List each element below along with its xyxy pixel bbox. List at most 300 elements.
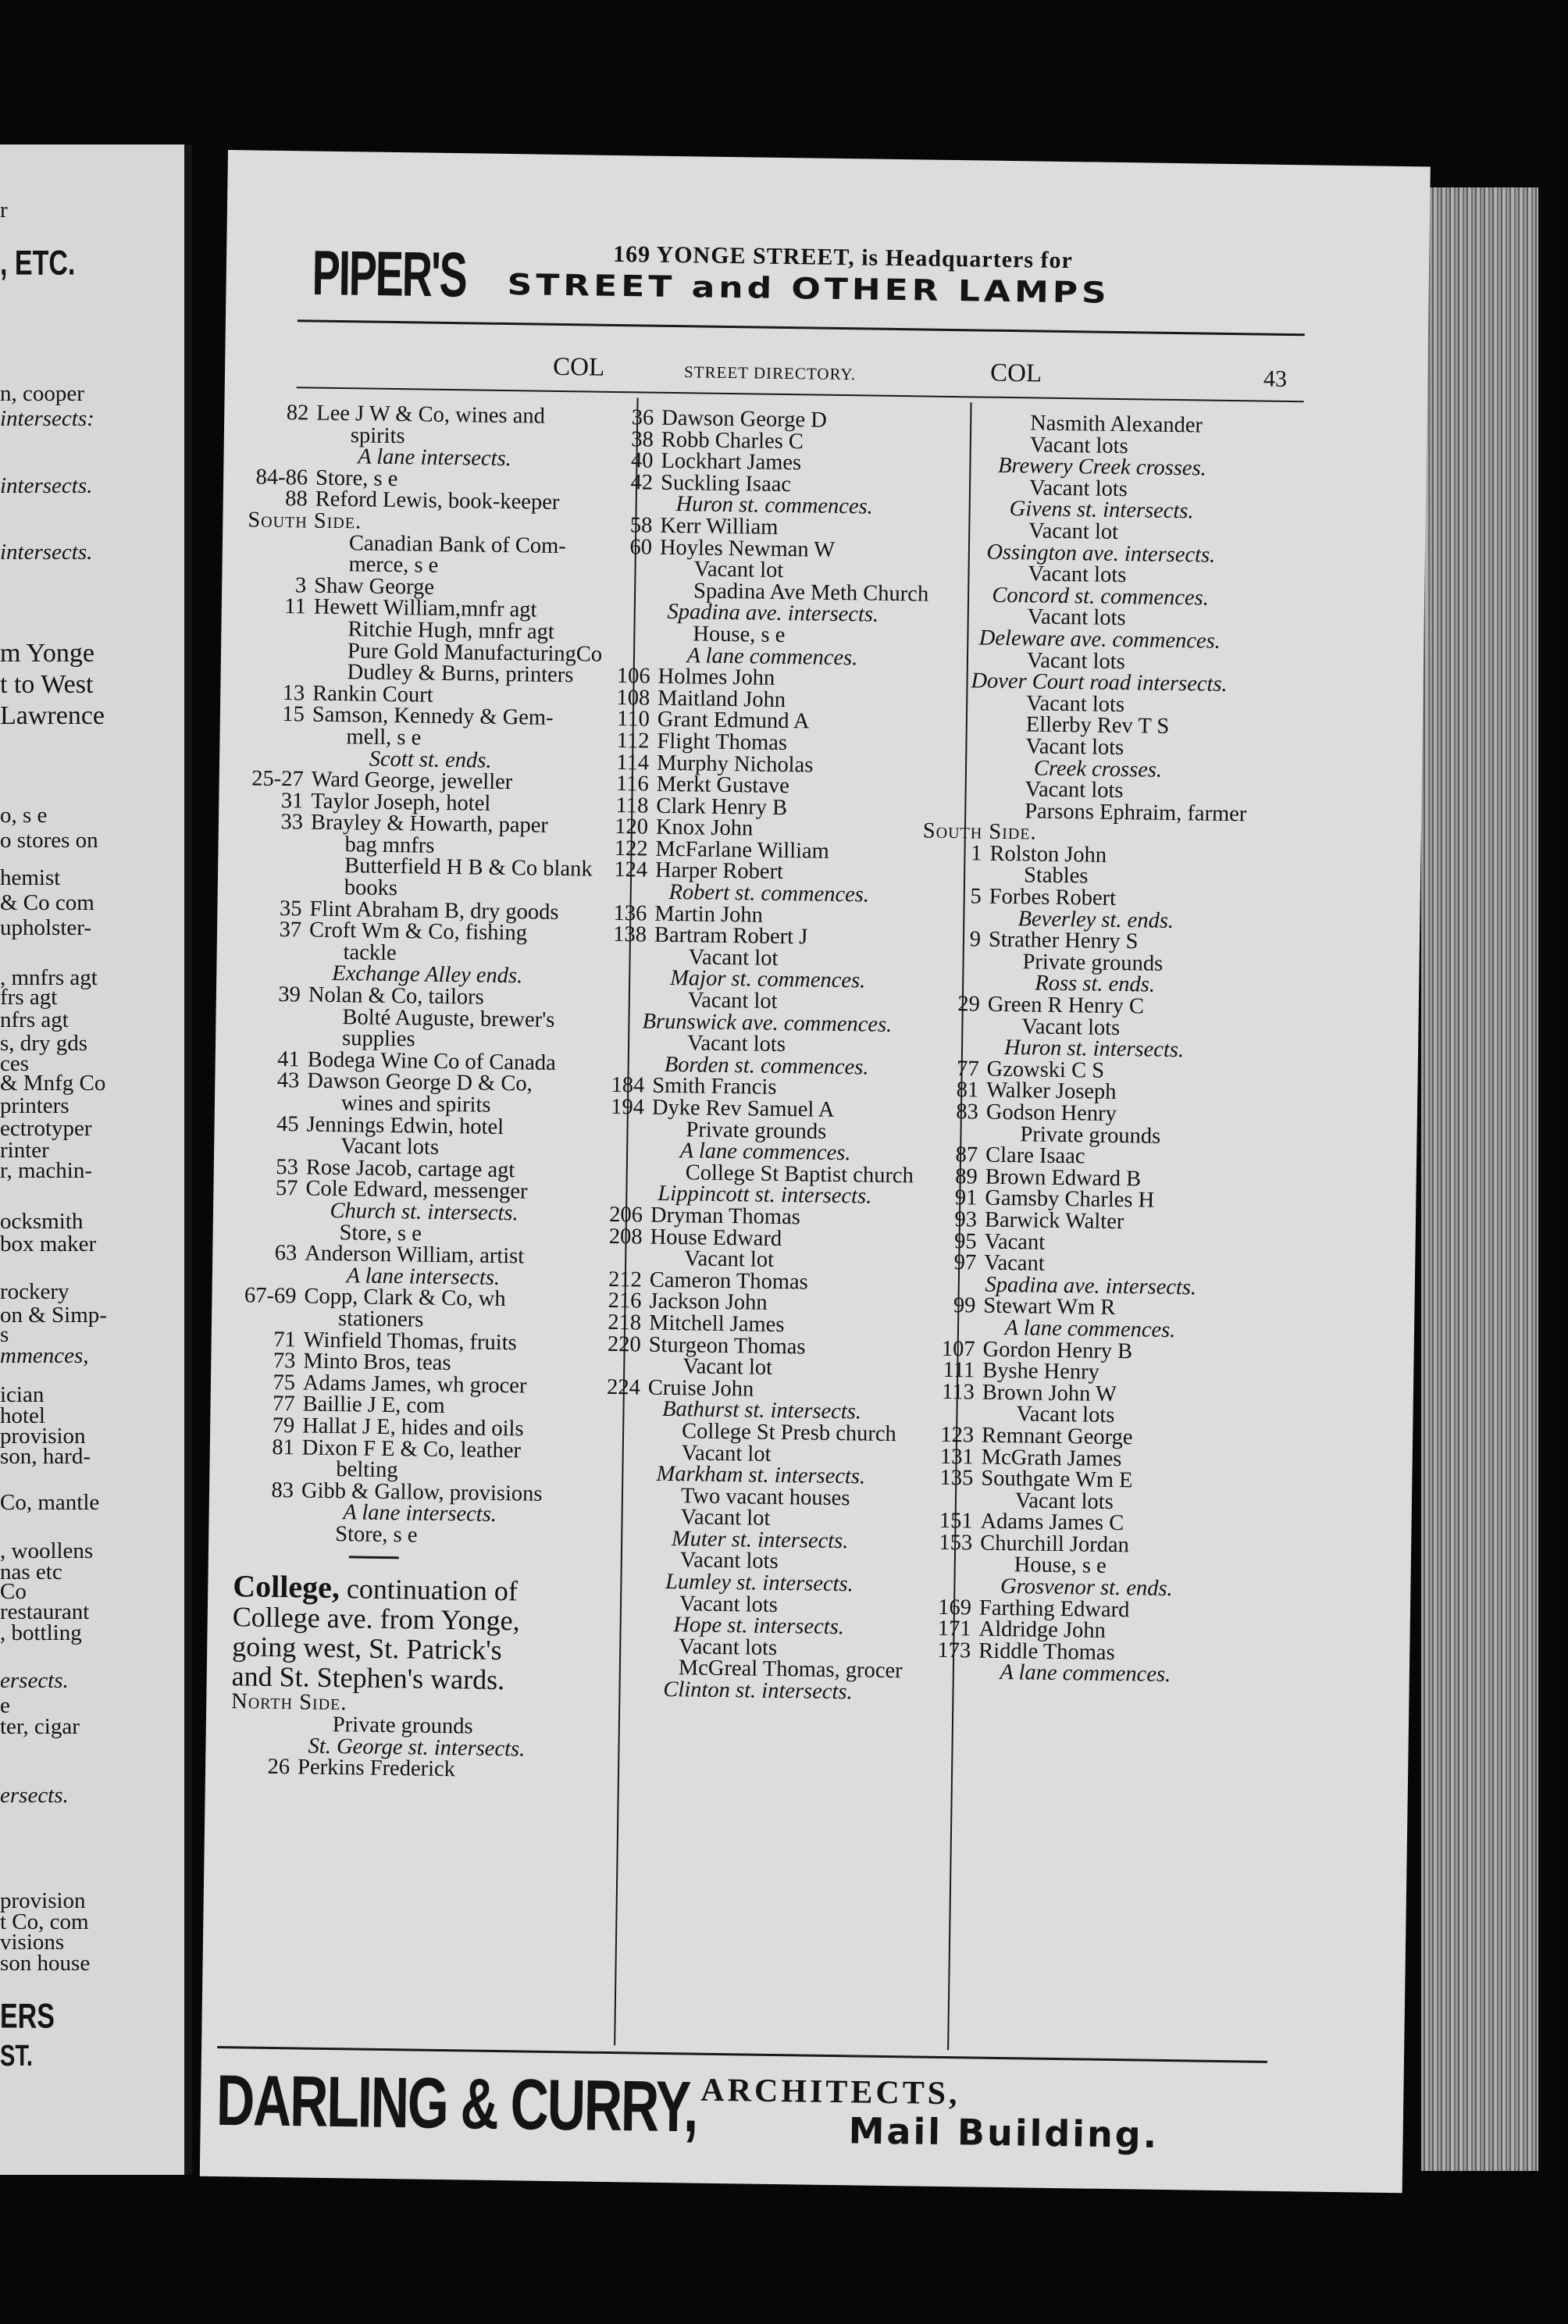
left-page-text-fragment: son house — [0, 1951, 91, 1976]
entry-text: Forbes Robert — [989, 884, 1117, 911]
advertisement-header — [225, 150, 1430, 369]
entry-text: South Side. — [248, 508, 362, 534]
entry-text: Dryman Thomas — [650, 1203, 801, 1230]
left-page-text-fragment: rockery — [0, 1279, 69, 1304]
entry-text: Suckling Isaac — [660, 470, 792, 497]
advertiser-address: 169 YONGE STREET, is Headquarters for — [612, 241, 1074, 274]
street-number: 153 — [939, 1530, 973, 1556]
entry-text: Vacant lot — [688, 945, 779, 971]
street-number: 194 — [610, 1094, 645, 1120]
entry-text: Clark Henry B — [656, 793, 788, 820]
entry-text: Muter st. intersects. — [671, 1526, 849, 1554]
entry-text: A lane commences. — [1004, 1315, 1176, 1343]
entry-text: Deleware ave. commences. — [978, 626, 1221, 654]
left-page-text-fragment: visions — [0, 1930, 65, 1955]
street-number: 73 — [273, 1349, 296, 1374]
street-number: 113 — [941, 1379, 975, 1405]
left-page-text-fragment: box maker — [0, 1232, 97, 1256]
entry-text: Winfield Thomas, fruits — [303, 1328, 517, 1355]
entry-text: Mitchell James — [648, 1310, 785, 1338]
entry-text: Vacant lots — [1028, 476, 1128, 501]
left-page-text-fragment: o, s e — [0, 803, 48, 828]
entry-text: Anderson William, artist — [305, 1241, 525, 1269]
street-number: 35 — [279, 896, 302, 921]
entry-text: spirits — [350, 422, 405, 448]
street-number: 95 — [953, 1228, 977, 1254]
entry-text: Ritchie Hugh, mnfr agt — [347, 617, 555, 644]
entry-text: supplies — [341, 1026, 415, 1052]
entry-text: Churchill Jordan — [979, 1531, 1130, 1558]
street-number: 212 — [608, 1267, 643, 1292]
street-number: 108 — [616, 685, 650, 711]
street-number: 38 — [631, 426, 654, 452]
entry-text: Stewart Wm R — [983, 1293, 1116, 1321]
left-page-text-fragment: ces — [0, 1051, 30, 1076]
entry-text: Dudley & Burns, printers — [347, 660, 574, 688]
entry-text: Vacant lot — [682, 1354, 773, 1381]
street-number: 11 — [284, 594, 307, 619]
entry-text: Brown John W — [982, 1380, 1117, 1406]
entry-text: Store, s e — [339, 1220, 422, 1246]
entry-text: Walker Joseph — [986, 1078, 1117, 1105]
street-number: 81 — [956, 1078, 979, 1103]
entry-text: Taylor Joseph, hotel — [311, 789, 491, 816]
street-number: 1 — [971, 841, 982, 866]
entry-text: Scott st. ends. — [369, 747, 492, 773]
footer-advertiser-address: Mail Building. — [848, 2109, 1160, 2156]
street-number: 60 — [629, 534, 653, 560]
entry-text: Dawson George D & Co, — [307, 1068, 533, 1096]
entry-text: McFarlane William — [655, 836, 830, 864]
left-page-text-fragment: son, hard- — [0, 1444, 91, 1469]
left-page-text-fragment: intersects. — [0, 540, 93, 565]
entry-text: North Side. — [231, 1689, 347, 1716]
street-number: 107 — [941, 1336, 975, 1362]
entry-text: Vacant lots — [1029, 432, 1128, 458]
street-number: 41 — [277, 1046, 300, 1072]
left-page-text-fragment: restaurant — [0, 1599, 90, 1624]
page-number: 43 — [1263, 365, 1288, 392]
entry-text: Vacant lot — [681, 1440, 772, 1467]
entry-text: South Side. — [922, 818, 1037, 845]
street-number: 216 — [608, 1289, 642, 1313]
street-number: 5 — [970, 884, 982, 909]
page-title: STREET DIRECTORY. — [683, 362, 857, 384]
street-number: 71 — [273, 1327, 296, 1352]
entry-text: Vacant lot — [687, 988, 778, 1014]
street-number: 75 — [273, 1370, 296, 1395]
entry-text: Reford Lewis, book-keeper — [315, 487, 560, 515]
entry-text: Vacant lot — [1028, 519, 1119, 544]
entry-text: tackle — [343, 940, 397, 965]
left-page-text-fragment: ersects. — [0, 1783, 69, 1808]
entry-text: Harper Robert — [654, 858, 784, 885]
entry-text: Maitland John — [657, 686, 786, 712]
street-number: 40 — [630, 448, 654, 473]
street-number: 112 — [616, 728, 650, 754]
street-number: 138 — [613, 922, 647, 947]
entry-text: Martin John — [654, 901, 764, 928]
entry-text: Vacant lots — [679, 1591, 779, 1617]
entry-text: Gordon Henry B — [982, 1337, 1133, 1363]
street-heading-college — [222, 1568, 576, 1696]
column-abbrev-left: COL — [552, 352, 605, 382]
entry-text: Store, s e — [315, 465, 398, 491]
entry-text: Lockhart James — [661, 448, 802, 476]
street-number: 3 — [294, 573, 307, 598]
left-page-text-fragment: , bottling — [0, 1620, 82, 1645]
entry-text: Robb Charles C — [661, 427, 804, 454]
entry-text: Store, s e — [335, 1521, 418, 1548]
entry-text: Shaw George — [314, 573, 435, 600]
entry-text: Merkt Gustave — [656, 772, 790, 799]
street-number: 84-86 — [255, 465, 308, 490]
entry-text: Grant Edmund A — [657, 708, 810, 734]
street-number: 15 — [282, 702, 305, 727]
street-crossing-note — [902, 1661, 1269, 1688]
entry-text: House Edward — [650, 1224, 782, 1251]
entry-text: Huron st. commences. — [675, 492, 874, 519]
entry-text: House, s e — [693, 622, 786, 647]
entry-text: St. George st. intersects. — [308, 1734, 526, 1762]
street-number: 173 — [937, 1638, 971, 1663]
left-page-text-fragment: upholster- — [0, 915, 92, 940]
entry-text: Huron st. intersects. — [1003, 1035, 1185, 1063]
entry-text: Croft Wm & Co, fishing — [308, 918, 528, 946]
entry-text: Private grounds — [686, 1117, 827, 1144]
entry-text: Grosvenor st. ends. — [1000, 1574, 1173, 1602]
entry-text: College St Presb church — [681, 1419, 897, 1447]
street-number: 89 — [955, 1164, 978, 1189]
entry-text: Adams James C — [980, 1509, 1124, 1536]
street-number: 123 — [940, 1422, 975, 1448]
entry-text: Bartram Robert J — [654, 922, 808, 950]
directory-column-3 — [902, 411, 1287, 1687]
entry-text: Dixon F E & Co, leather — [301, 1435, 522, 1463]
street-number: 206 — [609, 1202, 643, 1228]
street-name: College, — [233, 1568, 340, 1606]
column-abbrev-right: COL — [989, 358, 1042, 388]
entry-text: Remnant George — [981, 1423, 1133, 1450]
entry-text: Stables — [1023, 863, 1089, 889]
footer-advertiser-name: DARLING & CURRY, — [216, 2060, 698, 2148]
street-number: 81 — [272, 1435, 295, 1460]
entry-text: Smith Francis — [652, 1074, 777, 1100]
entry-text: Minto Bros, teas — [303, 1349, 451, 1376]
previous-page-fragment — [0, 144, 192, 2175]
entry-text: Canadian Bank of Com- — [348, 530, 567, 558]
entry-text: Exchange Alley ends. — [332, 961, 523, 989]
entry-text: Private grounds — [1022, 950, 1164, 976]
left-page-text-fragment: s, dry gds — [0, 1031, 87, 1056]
entry-text: Vacant lots — [340, 1134, 440, 1160]
left-page-text-fragment: hotel — [0, 1403, 45, 1428]
entry-text: Kerr William — [660, 513, 779, 540]
left-page-text-fragment: hemist — [0, 865, 61, 890]
street-number: 29 — [957, 992, 981, 1017]
street-number: 26 — [267, 1755, 290, 1780]
entry-text: Clare Isaac — [985, 1142, 1085, 1169]
street-number: 135 — [939, 1465, 974, 1491]
left-page-text-fragment: , mnfrs agt — [0, 965, 98, 990]
entry-text: Adams James, wh grocer — [302, 1371, 527, 1399]
header-underline — [297, 387, 1304, 402]
street-number: 25-27 — [251, 766, 304, 792]
street-number: 83 — [271, 1477, 294, 1503]
street-number: 45 — [276, 1111, 299, 1136]
left-page-text-fragment: frs agt — [0, 985, 58, 1010]
left-page-text-fragment: ician — [0, 1382, 45, 1407]
left-page-text-fragment: nfrs agt — [0, 1007, 69, 1032]
street-number: 79 — [272, 1413, 295, 1438]
entry-text: Hewett William,mnfr agt — [313, 594, 537, 622]
street-number: 83 — [956, 1100, 979, 1125]
entry-text: Vacant lots — [1027, 604, 1126, 631]
entry-text: Borden st. commences. — [664, 1052, 869, 1080]
entry-text: A lane intersects. — [346, 1264, 501, 1290]
entry-text: House, s e — [1014, 1552, 1107, 1579]
entry-text: Private grounds — [1020, 1121, 1161, 1149]
left-page-text-fragment: t Co, com — [0, 1909, 89, 1934]
left-page-text-fragment: e — [0, 1693, 10, 1718]
entry-text: Cruise John — [647, 1375, 754, 1402]
entry-text: McGrath James — [981, 1445, 1122, 1471]
entry-text: Ellerby Rev T S — [1025, 712, 1170, 740]
entry-text: Dover Court road intersects. — [971, 668, 1228, 697]
entry-text: Byshe Henry — [982, 1358, 1100, 1385]
entry-text: Flint Abraham B, dry goods — [309, 896, 559, 925]
entry-text: Parsons Ephraim, farmer — [1025, 799, 1247, 826]
entry-text: Hope st. intersects. — [673, 1613, 845, 1640]
street-number: 33 — [280, 810, 304, 835]
directory-page — [200, 150, 1431, 2193]
entry-text: College St Baptist church — [685, 1160, 914, 1189]
entry-text: wines and spirits — [340, 1091, 491, 1117]
street-number: 111 — [943, 1358, 975, 1383]
left-page-text-fragment: r — [0, 198, 8, 223]
entry-text: A lane intersects. — [343, 1500, 497, 1527]
street-number: 42 — [630, 470, 654, 495]
street-description: continuation of — [346, 1573, 519, 1607]
entry-text: Southgate Wm E — [981, 1466, 1133, 1493]
entry-text: Beverley st. ends. — [1017, 906, 1174, 933]
entry-text: books — [344, 875, 398, 901]
entry-text: Butterfield H B & Co blank — [344, 854, 593, 882]
directory-entry — [221, 1755, 611, 1783]
entry-text: Vacant lots — [679, 1634, 778, 1660]
entry-text: Copp, Clark & Co, wh — [304, 1284, 506, 1312]
street-number: 169 — [938, 1595, 972, 1620]
entry-text: Gzowski C S — [986, 1057, 1105, 1083]
left-page-text-fragment: & Co com — [0, 890, 94, 915]
street-number: 220 — [607, 1331, 641, 1357]
street-number: 120 — [614, 814, 649, 839]
entry-text: Gamsby Charles H — [985, 1186, 1155, 1214]
left-page-text-fragment: ter, cigar — [0, 1714, 80, 1739]
entry-text: Vacant lots — [1026, 647, 1126, 674]
street-number: 43 — [276, 1068, 300, 1093]
entry-text: Rose Jacob, cartage agt — [305, 1155, 515, 1183]
left-page-text-fragment: ersects. — [0, 1668, 69, 1693]
street-number: 114 — [616, 750, 650, 775]
entry-text: Spadina Ave Meth Church — [693, 579, 929, 607]
street-number: 124 — [614, 857, 648, 883]
street-number: 218 — [608, 1310, 642, 1335]
left-page-text-fragment: intersects: — [0, 406, 94, 431]
street-number: 118 — [615, 793, 649, 818]
street-number: 184 — [611, 1073, 645, 1098]
street-number: 224 — [606, 1374, 641, 1400]
entry-text: Ross st. ends. — [1035, 971, 1156, 998]
left-page-text-fragment: n, cooper — [0, 381, 84, 406]
entry-text: Holmes John — [657, 664, 775, 690]
footer-advertiser-profession: ARCHITECTS, — [700, 2072, 960, 2112]
street-number: 93 — [954, 1207, 978, 1232]
entry-text: Sturgeon Thomas — [648, 1332, 806, 1360]
street-number: 88 — [285, 487, 308, 511]
entry-text: Two vacant houses — [680, 1483, 850, 1510]
entry-text: Vacant lots — [1014, 1488, 1114, 1514]
street-number: 31 — [280, 788, 304, 814]
entry-text: Riddle Thomas — [978, 1638, 1115, 1665]
entry-text: Vacant lots — [1021, 1014, 1121, 1040]
left-page-text-fragment: , ETC. — [0, 244, 76, 283]
street-number: 87 — [955, 1142, 978, 1167]
entry-text: Clinton st. intersects. — [663, 1677, 853, 1705]
entry-text: merce, s e — [348, 552, 439, 578]
street-number: 97 — [953, 1250, 977, 1275]
entry-text: Bodega Wine Co of Canada — [307, 1047, 557, 1075]
entry-text: Hallat J E, hides and oils — [301, 1413, 524, 1442]
left-page-text-fragment: provision — [0, 1424, 86, 1449]
street-number: 63 — [274, 1241, 298, 1266]
street-number: 13 — [282, 680, 305, 706]
entry-text: Vacant lots — [1025, 734, 1124, 760]
entry-text: Vacant lot — [680, 1505, 771, 1531]
entry-text: Brunswick ave. commences. — [642, 1009, 893, 1037]
entry-text: Vacant lot — [684, 1246, 775, 1273]
entry-text: Lumley st. intersects. — [665, 1570, 853, 1597]
entry-text: Vacant — [984, 1229, 1046, 1255]
entry-text: Rolston John — [989, 841, 1107, 868]
left-page-text-fragment: Co, mantle — [0, 1490, 100, 1515]
street-number: 77 — [272, 1392, 295, 1417]
footer-rule — [217, 2046, 1267, 2063]
street-number: 82 — [286, 401, 309, 426]
entry-text: Lippincott st. intersects. — [657, 1182, 872, 1210]
entry-text: Nolan & Co, tailors — [308, 982, 484, 1010]
left-page-text-fragment: & Mnfg Co — [0, 1071, 106, 1096]
entry-text: mell, s e — [346, 725, 422, 750]
entry-text: bag mnfrs — [344, 832, 435, 858]
entry-text: Jackson John — [649, 1289, 768, 1316]
left-page-text-fragment: r, machin- — [0, 1158, 93, 1183]
entry-text: Bathurst st. intersects. — [661, 1397, 862, 1424]
entry-text: belting — [336, 1457, 398, 1483]
left-page-text-fragment: nas etc — [0, 1559, 62, 1584]
advertiser-name: PIPER'S — [312, 238, 467, 311]
entry-text: Vacant lot — [693, 557, 784, 583]
advertiser-tagline: STREET and OTHER LAMPS — [507, 268, 1111, 311]
street-number: 77 — [956, 1056, 979, 1082]
street-number: 53 — [276, 1154, 299, 1180]
entry-text: Creek crosses. — [1033, 755, 1163, 782]
left-page-text-fragment: ST. — [0, 2040, 33, 2073]
entry-text: Samson, Kennedy & Gem- — [312, 702, 554, 731]
entry-text: Brewery Creek crosses. — [997, 453, 1206, 481]
entry-text: Major st. commences. — [669, 966, 866, 993]
entry-text: A lane intersects. — [358, 444, 512, 472]
left-page-text-fragment: ocksmith — [0, 1209, 84, 1234]
entry-text: Vacant lots — [1025, 691, 1125, 717]
entry-text: Godson Henry — [985, 1100, 1117, 1127]
entry-text: Rankin Court — [312, 681, 433, 708]
entry-text: Flight Thomas — [657, 729, 788, 755]
entry-text: Dawson George D — [661, 405, 828, 433]
entry-text: Barwick Walter — [984, 1207, 1124, 1235]
entry-text: Givens st. intersects. — [1009, 497, 1194, 524]
left-page-text-fragment: t to West — [0, 670, 94, 699]
left-page-text-fragment: ERS — [0, 1997, 55, 2036]
street-number: 57 — [275, 1176, 298, 1201]
street-number: 91 — [954, 1185, 978, 1210]
left-page-text-fragment: Co — [0, 1579, 27, 1604]
entry-text: Vacant lots — [679, 1548, 779, 1574]
entry-text: Spadina ave. intersects. — [985, 1272, 1197, 1300]
entry-text: Bolté Auguste, brewer's — [342, 1004, 555, 1032]
street-number: 99 — [953, 1293, 976, 1318]
left-page-text-fragment: o stores on — [0, 828, 98, 853]
left-page-text-fragment: printers — [0, 1093, 69, 1118]
entry-text: stationers — [337, 1306, 424, 1332]
street-number: 110 — [616, 707, 650, 732]
left-page-text-fragment: on & Simp- — [0, 1303, 107, 1328]
entry-text: Perkins Frederick — [297, 1755, 456, 1782]
entry-text: Strather Henry S — [988, 927, 1139, 954]
entry-text: Green R Henry C — [987, 992, 1145, 1019]
street-number: 37 — [279, 918, 302, 943]
entry-text: Pure Gold ManufacturingCo — [347, 638, 603, 667]
entry-text: A lane commences. — [686, 643, 858, 670]
entry-text: Vacant lots — [1028, 561, 1127, 588]
entry-text: Cole Edward, messenger — [305, 1176, 528, 1204]
entry-text: Brayley & Howarth, paper — [310, 810, 549, 839]
entry-text: Aldridge John — [978, 1616, 1107, 1644]
entry-text: Cameron Thomas — [649, 1267, 808, 1295]
entry-text: Gibb & Gallow, provisions — [301, 1478, 543, 1506]
entry-text: A lane commences. — [1000, 1660, 1171, 1688]
entry-text: Markham st. intersects. — [656, 1461, 866, 1489]
street-number: 58 — [629, 513, 653, 538]
street-number: 208 — [608, 1224, 643, 1249]
entry-text: Spadina ave. intersects. — [667, 600, 879, 628]
street-crossing-note — [567, 1677, 948, 1704]
street-number: 136 — [613, 900, 647, 926]
entry-text: Concord st. commences. — [992, 583, 1210, 611]
entry-text: Murphy Nicholas — [656, 750, 814, 778]
entry-text: McGreal Thomas, grocer — [678, 1656, 903, 1684]
street-number: 36 — [631, 405, 654, 430]
left-page-text-fragment: mmences, — [0, 1343, 89, 1368]
entry-text: Dyke Rev Samuel A — [651, 1095, 835, 1122]
street-number: 122 — [614, 836, 648, 861]
entry-text: Ossington ave. intersects. — [986, 540, 1216, 568]
entry-text: Jennings Edwin, hotel — [306, 1112, 504, 1139]
left-page-text-fragment: , woollens — [0, 1538, 94, 1563]
street-number: 131 — [939, 1444, 974, 1469]
entry-text: Vacant lots — [1016, 1402, 1115, 1428]
entry-text: Knox John — [655, 815, 754, 841]
